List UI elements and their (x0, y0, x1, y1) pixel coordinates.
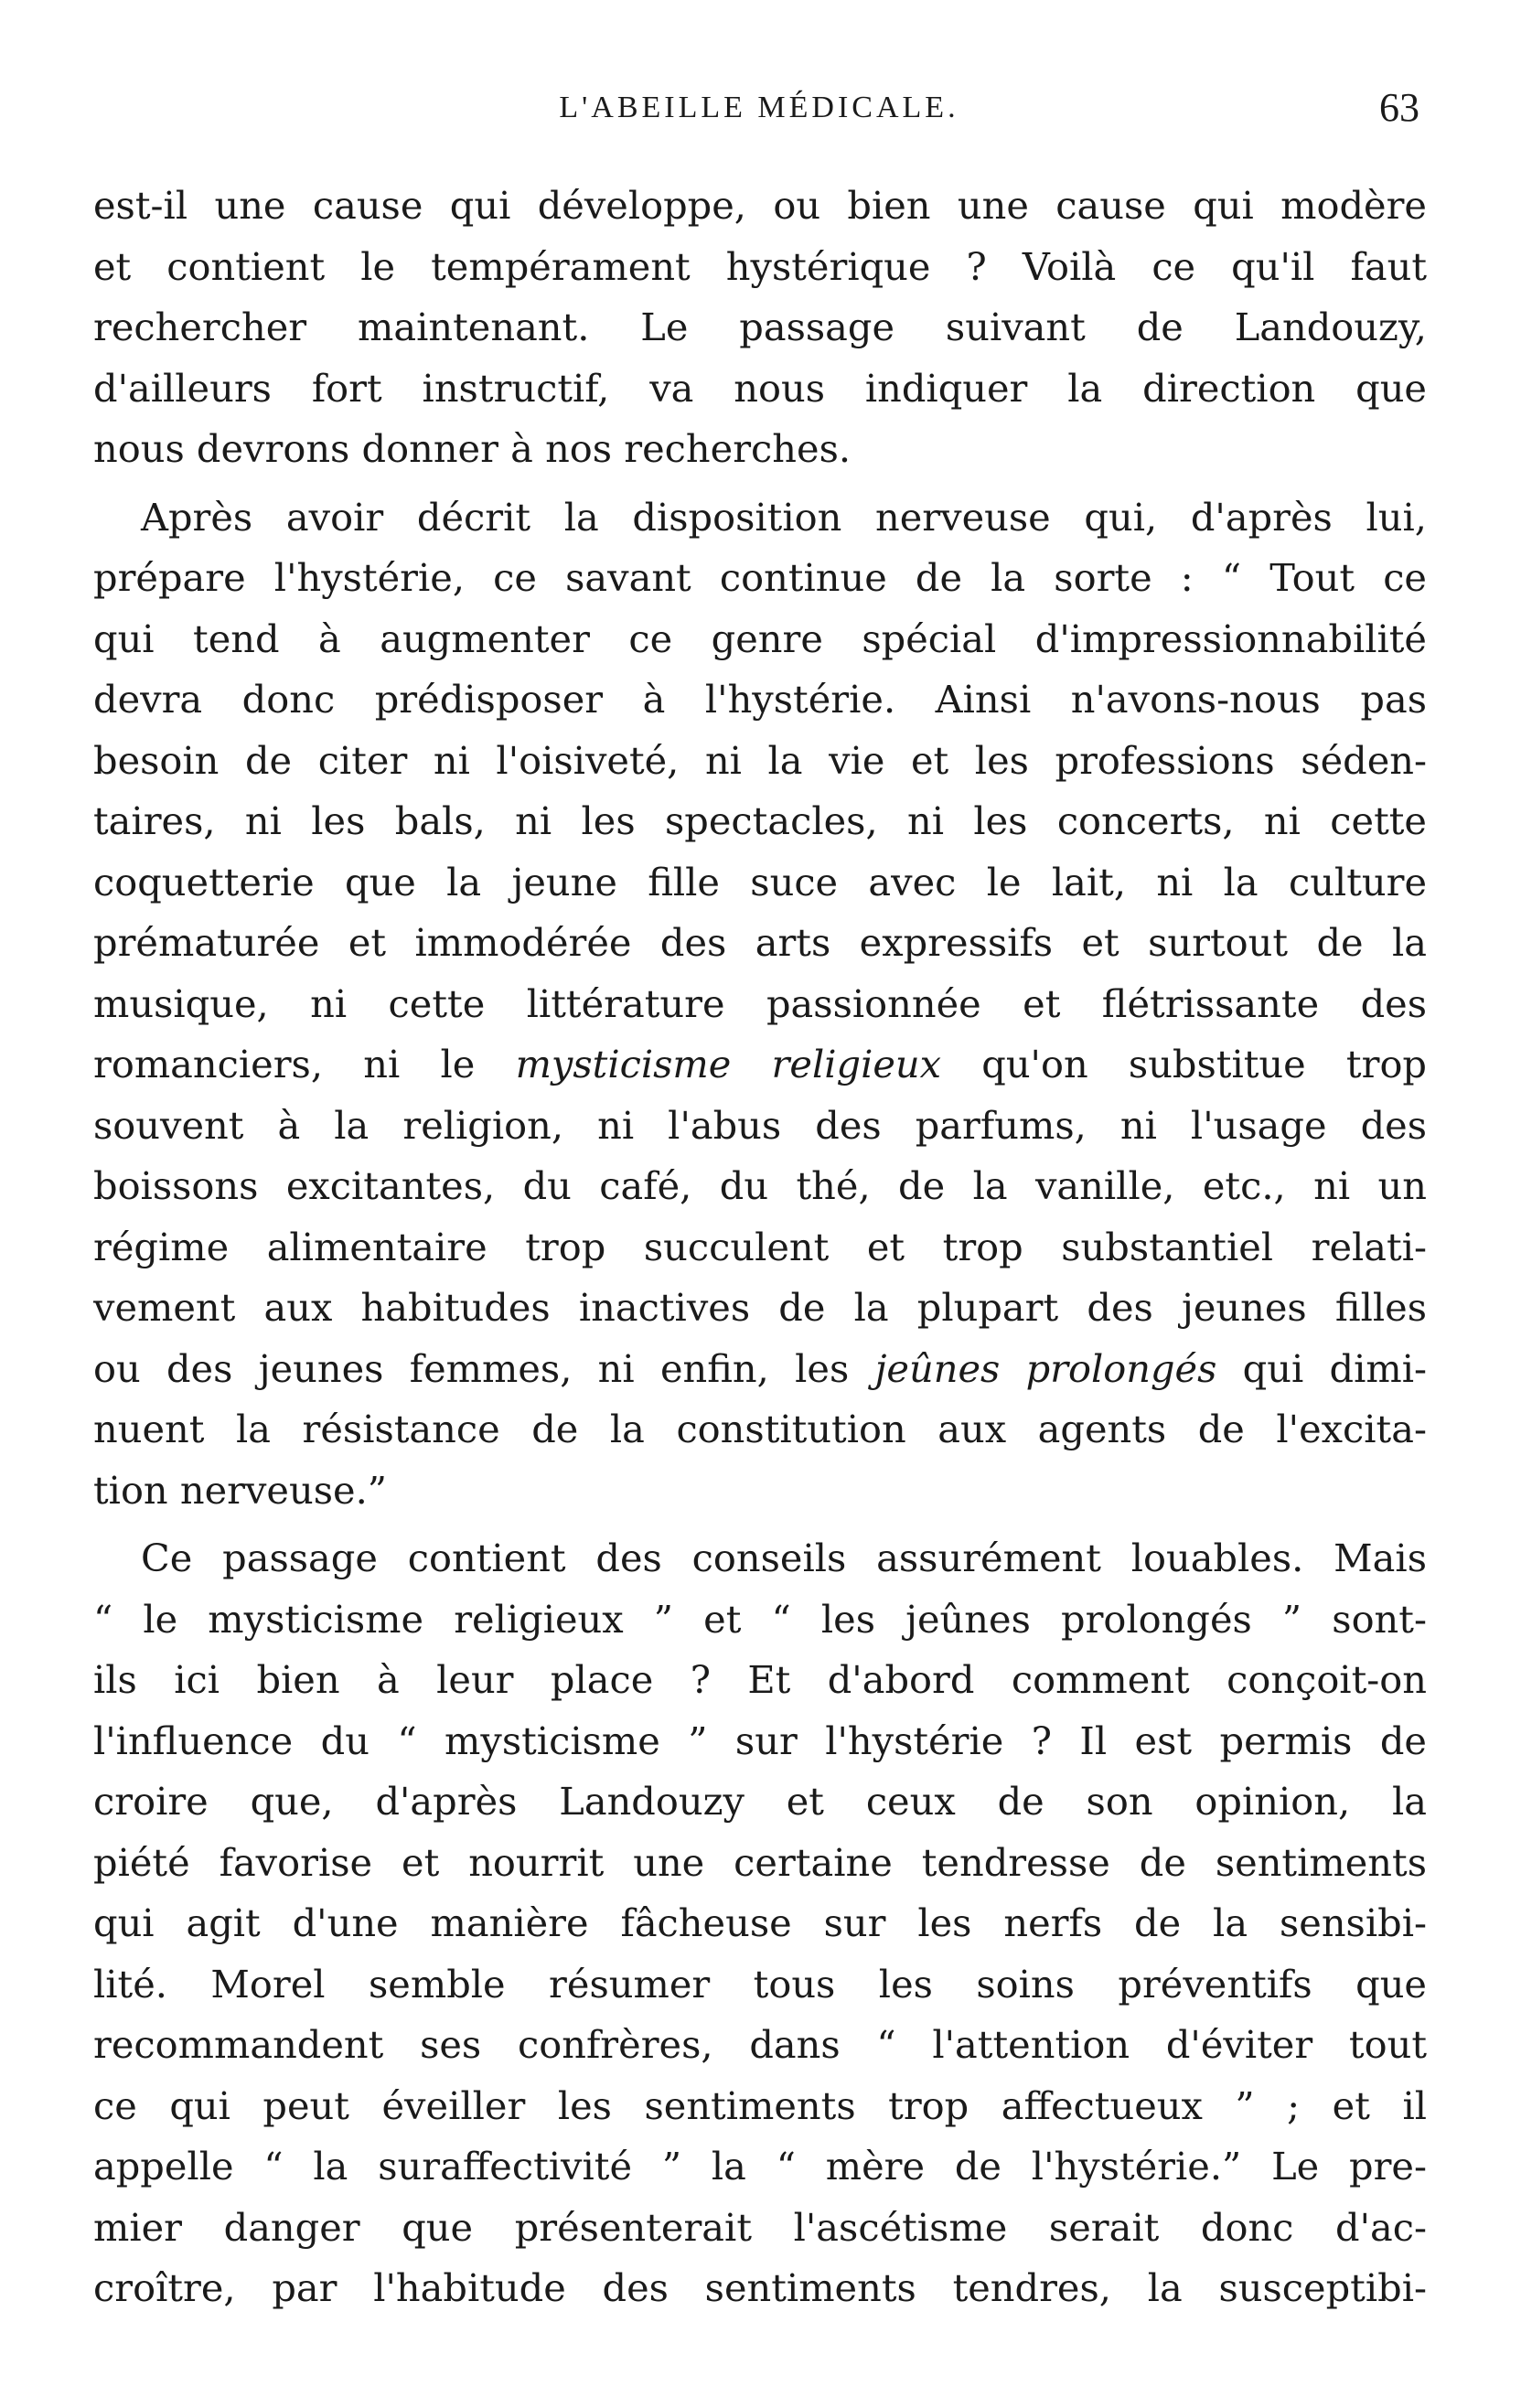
body-text (93, 176, 1427, 2319)
text-line: appelle “ la suraffectivité ” la “ mère de l'hystérie.” Le pre- (93, 2144, 1427, 2189)
text-line: rechercher maintenant. Le passage suivant de Landouzy, (93, 305, 1427, 349)
text-line (93, 1339, 1427, 1400)
paragraph-3 (93, 1528, 1427, 2319)
paragraph-2 (93, 487, 1427, 1522)
text-segment: qu'on substitue trop (941, 1042, 1427, 1086)
text-line: devra donc prédisposer à l'hystérie. Ainsi n'avons-nous pas (93, 677, 1427, 722)
text-line: prématurée et immodérée des arts expressifs et surtout de la (93, 920, 1427, 965)
text-line: besoin de citer ni l'oisiveté, ni la vie et les professions séden- (93, 737, 1427, 783)
text-segment: qui dimi- (1216, 1345, 1427, 1391)
text-line: souvent à la religion, ni l'abus des parfums, ni l'usage des (93, 1102, 1427, 1148)
text-line: “ le mysticisme religieux ” et “ les jeûnes prolongés ” sont- (93, 1596, 1427, 1642)
text-line: ils ici bien à leur place ? Et d'abord comment conçoit-on (93, 1657, 1427, 1702)
text-segment: romanciers, ni le (93, 1042, 516, 1086)
text-line: l'influence du “ mysticisme ” sur l'hystérie ? Il est permis de (93, 1718, 1427, 1763)
text-line: vement aux habitudes inactives de la plupart des jeunes filles (93, 1285, 1427, 1330)
text-line: coquetterie que la jeune fille suce avec le lait, ni la culture (93, 859, 1427, 904)
text-line: croire que, d'après Landouzy et ceux de son opinion, la (93, 1779, 1427, 1824)
text-line: musique, ni cette littérature passionnée et flétrissante des (93, 980, 1427, 1026)
text-line: Ce passage contient des conseils assurément louables. Mais (141, 1536, 1427, 1580)
text-line: Après avoir décrit la disposition nerveuse qui, d'après lui, (141, 494, 1427, 540)
text-line: prépare l'hystérie, ce savant continue de la sorte : “ Tout ce (93, 555, 1427, 600)
paragraph-1 (93, 176, 1427, 480)
text-line: et contient le tempérament hystérique ? Voilà ce qu'il faut (93, 243, 1427, 289)
text-line: qui agit d'une manière fâcheuse sur les nerfs de la sensibi- (93, 1900, 1427, 1945)
text-line: boissons excitantes, du café, du thé, de la vanille, etc., ni un (93, 1163, 1427, 1208)
text-line: taires, ni les bals, ni les spectacles, ni les concerts, ni cette (93, 798, 1427, 843)
text-line (93, 1034, 1427, 1096)
text-segment: ou des jeunes femmes, ni enfin, les (93, 1345, 875, 1391)
text-line: mier danger que présenterait l'ascétisme serait donc d'ac- (93, 2204, 1427, 2250)
text-line: nuent la résistance de la constitution aux agents de l'excita- (93, 1407, 1427, 1451)
text-line: piété favorise et nourrit une certaine tendresse de sentiments (93, 1839, 1427, 1885)
text-line: croître, par l'habitude des sentiments tendres, la susceptibi- (93, 2265, 1427, 2310)
text-line: d'ailleurs fort instructif, va nous indiquer la direction que (93, 365, 1427, 411)
text-line: ce qui peut éveiller les sentiments trop affectueux ” ; et il (93, 2082, 1427, 2128)
text-line: lité. Morel semble résumer tous les soins préventifs que (93, 1961, 1427, 2007)
italic-phrase: jeûnes prolongés (874, 1345, 1217, 1391)
text-line: qui tend à augmenter ce genre spécial d'impressionnabilité (93, 615, 1427, 661)
page-header (91, 80, 1427, 135)
running-head: L'ABEILLE MÉDICALE. (559, 91, 959, 124)
text-line: tion nerveuse.” (93, 1467, 387, 1513)
italic-phrase: mysticisme religieux (515, 1042, 942, 1086)
page-number: 63 (1379, 85, 1419, 130)
text-line: régime alimentaire trop succulent et trop substantiel relati- (93, 1224, 1427, 1269)
text-line: recommandent ses confrères, dans “ l'attention d'éviter tout (93, 2022, 1427, 2067)
text-line: nous devrons donner à nos recherches. (93, 426, 852, 471)
text-line: est-il une cause qui développe, ou bien une cause qui modère (93, 183, 1427, 228)
